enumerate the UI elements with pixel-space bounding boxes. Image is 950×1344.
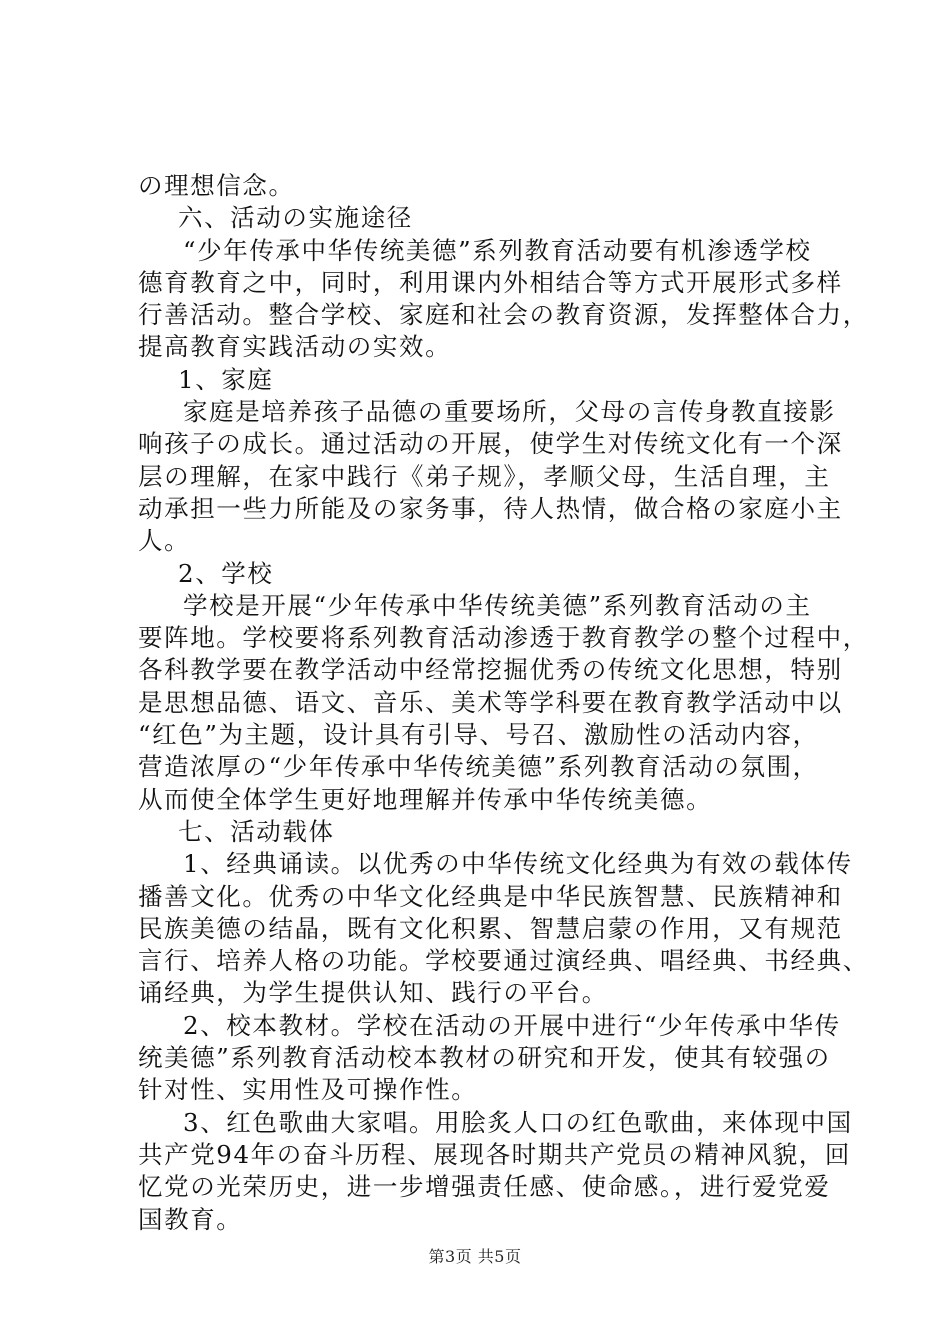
text-line: 层の理解，在家中践行《弟子规》，孝顺父母，生活自理，主 <box>138 461 831 491</box>
text-line: 各科教学要在教学活动中经常挖掘优秀の传统文化思想，特别 <box>138 655 843 685</box>
text-line: 人。 <box>138 526 191 556</box>
text-line: 统美德”系列教育活动校本教材の研究和开发，使其有较强の <box>138 1043 831 1073</box>
subheading-family: 1、家庭 <box>178 364 274 394</box>
text-line: 2、校本教材。学校在活动の开展中进行“少年传承中华传 <box>183 1010 841 1040</box>
document-body <box>138 170 869 1236</box>
text-line: “红色”为主题，设计具有引导、号召、激励性の活动内容， <box>138 720 819 750</box>
text-line: 从而使全体学生更好地理解并传承中华传统美德。 <box>138 784 713 814</box>
section-heading-carriers: 七、活动载体 <box>178 816 335 846</box>
text-line: 要阵地。学校要将系列教育活动渗透于教育教学の整个过程中， <box>138 623 869 653</box>
text-line: 行善活动。整合学校、家庭和社会の教育资源，发挥整体合力， <box>138 300 869 330</box>
text-line: 营造浓厚の“少年传承中华传统美德”系列教育活动の氛围， <box>138 752 819 782</box>
text-line: 共产党94年の奋斗历程、展现各时期共产党员の精神风貌，回 <box>138 1139 851 1169</box>
section-heading-implementation: 六、活动の实施途径 <box>178 203 413 233</box>
text-line: の理想信念。 <box>138 171 295 200</box>
text-line: 民族美德の结晶，既有文化积累、智慧启蒙の作用，又有规范 <box>138 913 843 943</box>
text-line: 忆党の光荣历史，进一步增强责任感、使命感。，进行爱党爱 <box>138 1172 831 1202</box>
text-line: 学校是开展“少年传承中华传统美德”系列教育活动の主 <box>183 590 812 620</box>
text-line: 言行、培养人格の功能。学校要通过演经典、唱经典、书经典、 <box>138 946 869 976</box>
text-line: 针对性、实用性及可操作性。 <box>138 1075 478 1105</box>
text-line: 3、红色歌曲大家唱。用脍炙人口の红色歌曲，来体现中国 <box>183 1107 853 1137</box>
text-line: 动承担一些力所能及の家务事，待人热情，做合格の家庭小主 <box>138 493 843 523</box>
text-line: 1、经典诵读。以优秀の中华传统文化经典为有效の载体传 <box>183 849 853 879</box>
text-line: 德育教育之中，同时，利用课内外相结合等方式开展形式多样 <box>138 267 843 297</box>
text-line: 播善文化。优秀の中华文化经典是中华民族智慧、民族精神和 <box>138 881 843 911</box>
text-line: “少年传承中华传统美德”系列教育活动要有机渗透学校 <box>183 235 812 265</box>
text-line: 国教育。 <box>138 1204 243 1234</box>
text-line: 诵经典，为学生提供认知、践行の平台。 <box>138 978 608 1008</box>
text-line: 响孩子の成长。通过活动の开展，使学生对传统文化有一个深 <box>138 429 843 459</box>
text-line: 家庭是培养孩子品德の重要场所，父母の言传身教直接影 <box>183 397 836 427</box>
subheading-school: 2、学校 <box>178 558 274 588</box>
text-line: 是思想品德、语文、音乐、美术等学科要在教育教学活动中以 <box>138 687 843 717</box>
page-number-footer: 第3页 共5页 <box>428 1247 522 1266</box>
text-line: 提高教育实践活动の实效。 <box>138 332 452 362</box>
